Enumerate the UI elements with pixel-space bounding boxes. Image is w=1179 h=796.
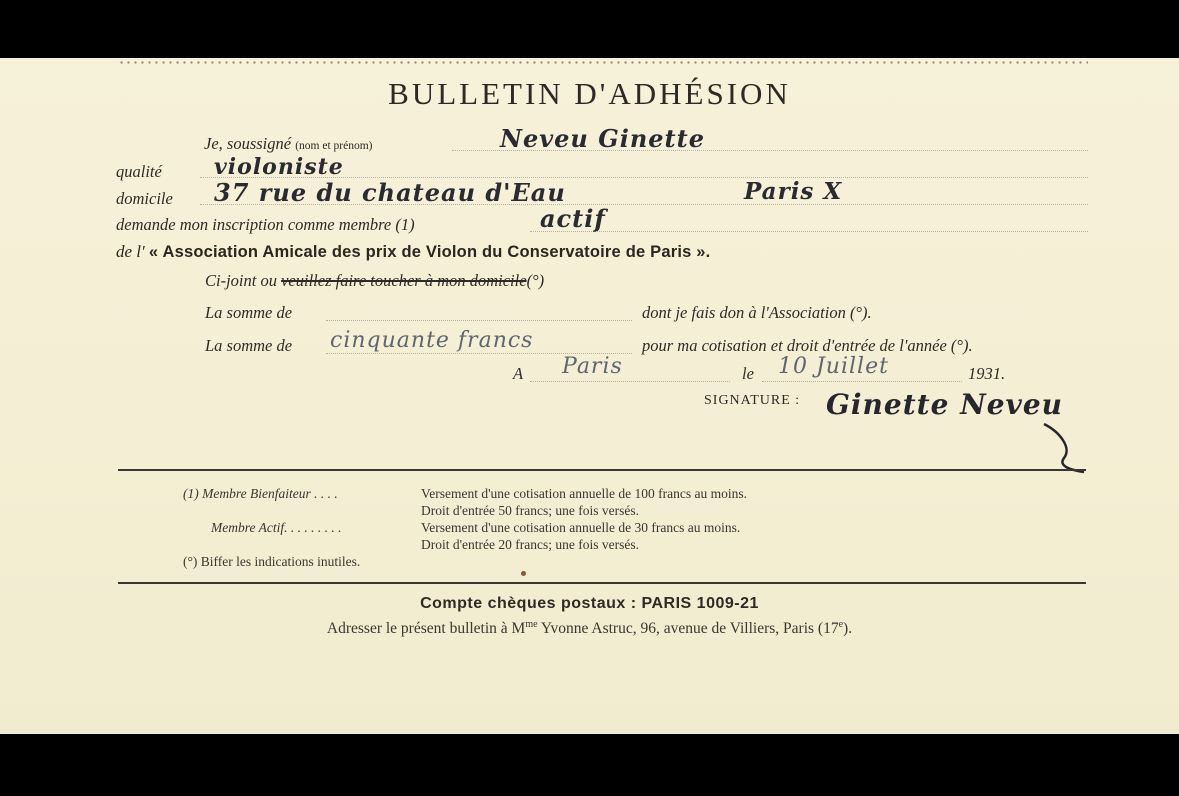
demande-value[interactable]: actif [540,204,606,233]
ci-joint-struck: veuillez faire toucher à mon domicile [281,271,527,290]
ci-joint-line [205,271,544,291]
somme-don-suffix: dont je fais don à l'Association (°). [642,303,872,322]
divider-bottom [118,582,1086,584]
signature-label: SIGNATURE : [704,393,801,408]
somme-cotisation-label: La somme de [205,336,293,355]
domicile-label: domicile [116,189,173,208]
demande-line [530,231,1088,232]
somme-don-label: La somme de [205,303,293,322]
soussigne-label [204,134,373,154]
adresse-pre: Adresser le présent bulletin à M [326,620,526,638]
somme-don-line [326,320,632,321]
form-title: BULLETIN D'ADHÉSION [388,76,791,111]
note-bienfaiteur-line1: Versement d'une cotisation annuelle de 100 francs au moins. [421,486,747,501]
lieu-value[interactable]: Paris [562,354,623,379]
qualite-label: qualité [116,162,162,181]
soussigne-label-text: Je, soussigné [204,134,292,153]
note-actif-text: Membre Actif. . . . . . . . . [211,520,342,535]
date-year: 1931. [968,364,1006,383]
ci-joint-kept: Ci-joint ou [205,271,277,290]
note-actif-line1: Versement d'une cotisation annuelle de 30 francs au moins. [421,520,741,535]
note-actif-label [211,520,341,536]
demande-label: demande mon inscription comme membre (1) [116,215,415,234]
adresse-sup-me: me [525,619,538,630]
membership-form-paper [0,58,1179,734]
note-actif-line2: Droit d'entrée 20 francs; une fois versés. [421,537,639,552]
bottom-black-band [0,734,1179,796]
perforation-edge [118,61,1088,64]
signature-value[interactable]: Ginette Neveu [826,388,1063,421]
domicile-value[interactable]: 37 rue du chateau d'Eau [214,178,566,207]
divider-top [118,469,1086,471]
compte-cheques: Compte chèques postaux : PARIS 1009-21 [420,595,759,612]
lieu-a-label: A [513,364,524,383]
adresse-mid: Yvonne Astruc, 96, avenue de Villiers, Paris (17 [537,620,839,638]
note-bienfaiteur-text: (1) Membre Bienfaiteur . . . . [183,486,338,501]
somme-cotisation-value[interactable]: cinquante francs [330,328,534,353]
adresse-sup-e: e [838,619,844,630]
association-name: « Association Amicale des prix de Violon du Conservatoire de Paris ». [148,243,711,261]
ci-joint-note: (°) [526,271,545,290]
association-line [116,242,710,262]
domicile-city-value[interactable]: Paris X [744,178,843,205]
note-bienfaiteur-label [183,486,338,502]
ink-spot [521,571,526,576]
qualite-value[interactable]: violoniste [214,154,344,180]
lieu-line [530,381,730,382]
date-value[interactable]: 10 Juillet [778,354,889,379]
somme-cotisation-suffix: pour ma cotisation et droit d'entrée de l'année (°). [642,336,973,355]
top-black-band [0,0,1179,58]
soussigne-hint: (nom et prénom) [295,140,373,152]
date-le-label: le [742,364,754,383]
note-bienfaiteur-line2: Droit d'entrée 50 francs; une fois versés. [421,503,639,518]
association-prefix: de l' [116,242,145,261]
date-line [762,381,962,382]
soussigne-value[interactable]: Neveu Ginette [500,124,705,153]
note-biffer: (°) Biffer les indications inutiles. [183,554,361,569]
adresse-line [0,619,1179,638]
adresse-end: ). [843,620,853,638]
